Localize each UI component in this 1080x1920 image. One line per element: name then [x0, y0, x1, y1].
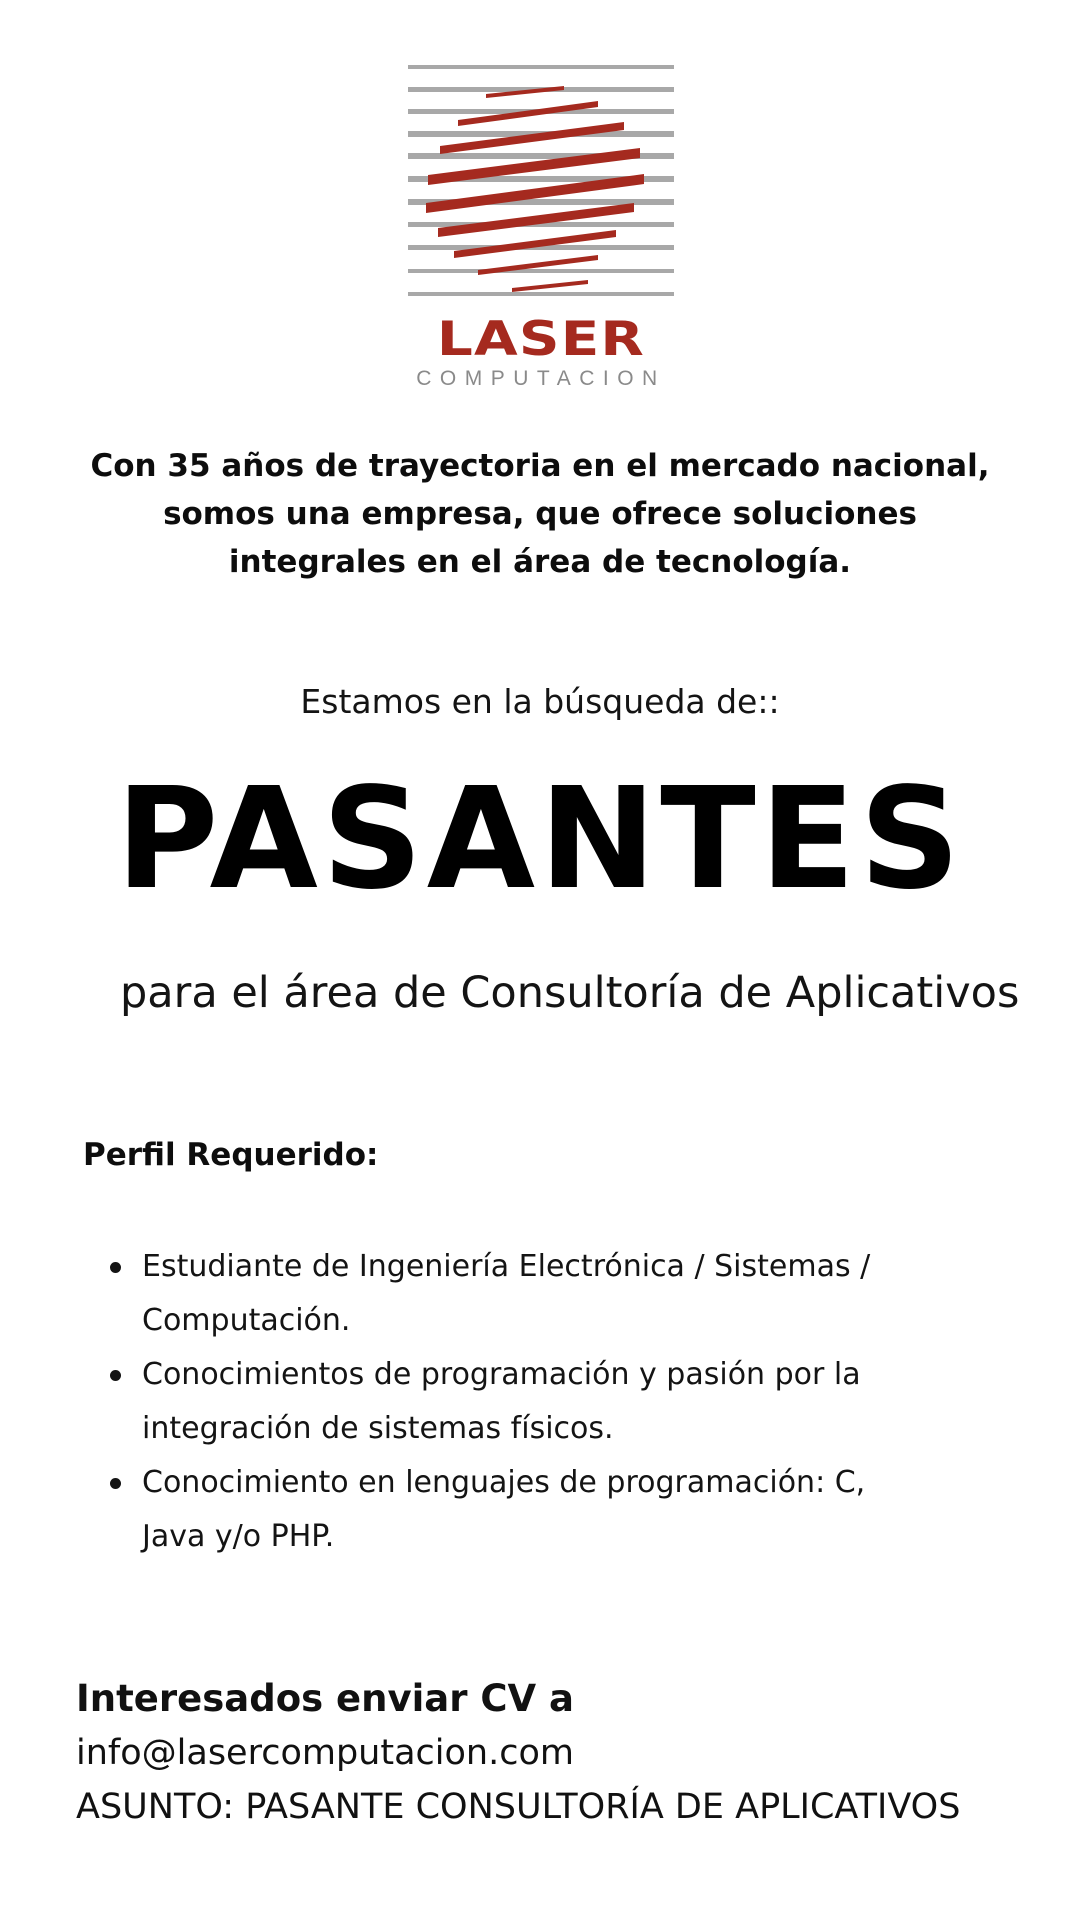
requirement-line: Conocimientos de programación y pasión por la	[142, 1357, 861, 1392]
logo-subtitle: COMPUTACION	[416, 367, 666, 390]
company-logo	[408, 60, 674, 394]
intro-line: Con 35 años de trayectoria en el mercado nacional,	[90, 448, 990, 484]
requirement-line: Computación.	[142, 1303, 351, 1338]
contact-section	[76, 1672, 1056, 1834]
search-lead-text: Estamos en la búsqueda de::	[300, 682, 780, 721]
requirement-line: Estudiante de Ingeniería Electrónica / Sistemas /	[142, 1249, 871, 1284]
requirement-line: integración de sistemas físicos.	[142, 1411, 614, 1446]
contact-heading: Interesados enviar CV a	[76, 1677, 575, 1720]
job-headline: PASANTES	[115, 758, 965, 921]
company-intro	[60, 442, 1020, 586]
intro-line: integrales en el área de tecnología.	[228, 544, 852, 580]
requirement-item	[108, 1456, 1008, 1564]
laser-stripes-logo-icon	[408, 60, 674, 308]
requirement-item	[108, 1348, 1008, 1456]
profile-heading: Perfil Requerido:	[83, 1137, 379, 1173]
logo-wordmark: LASER	[436, 312, 646, 367]
requirement-item	[108, 1240, 1008, 1348]
requirements-list	[108, 1240, 1008, 1564]
bullet-icon	[110, 1478, 121, 1489]
contact-email: info@lasercomputacion.com	[76, 1733, 574, 1773]
bullet-icon	[110, 1262, 121, 1273]
requirement-line: Conocimiento en lenguajes de programación: C,	[142, 1465, 866, 1500]
job-area: para el área de Consultoría de Aplicativos	[120, 968, 1020, 1018]
contact-subject: ASUNTO: PASANTE CONSULTORÍA DE APLICATIVOS	[76, 1787, 961, 1827]
requirement-line: Java y/o PHP.	[142, 1519, 335, 1554]
bullet-icon	[110, 1370, 121, 1381]
intro-line: somos una empresa, que ofrece soluciones	[163, 496, 917, 532]
